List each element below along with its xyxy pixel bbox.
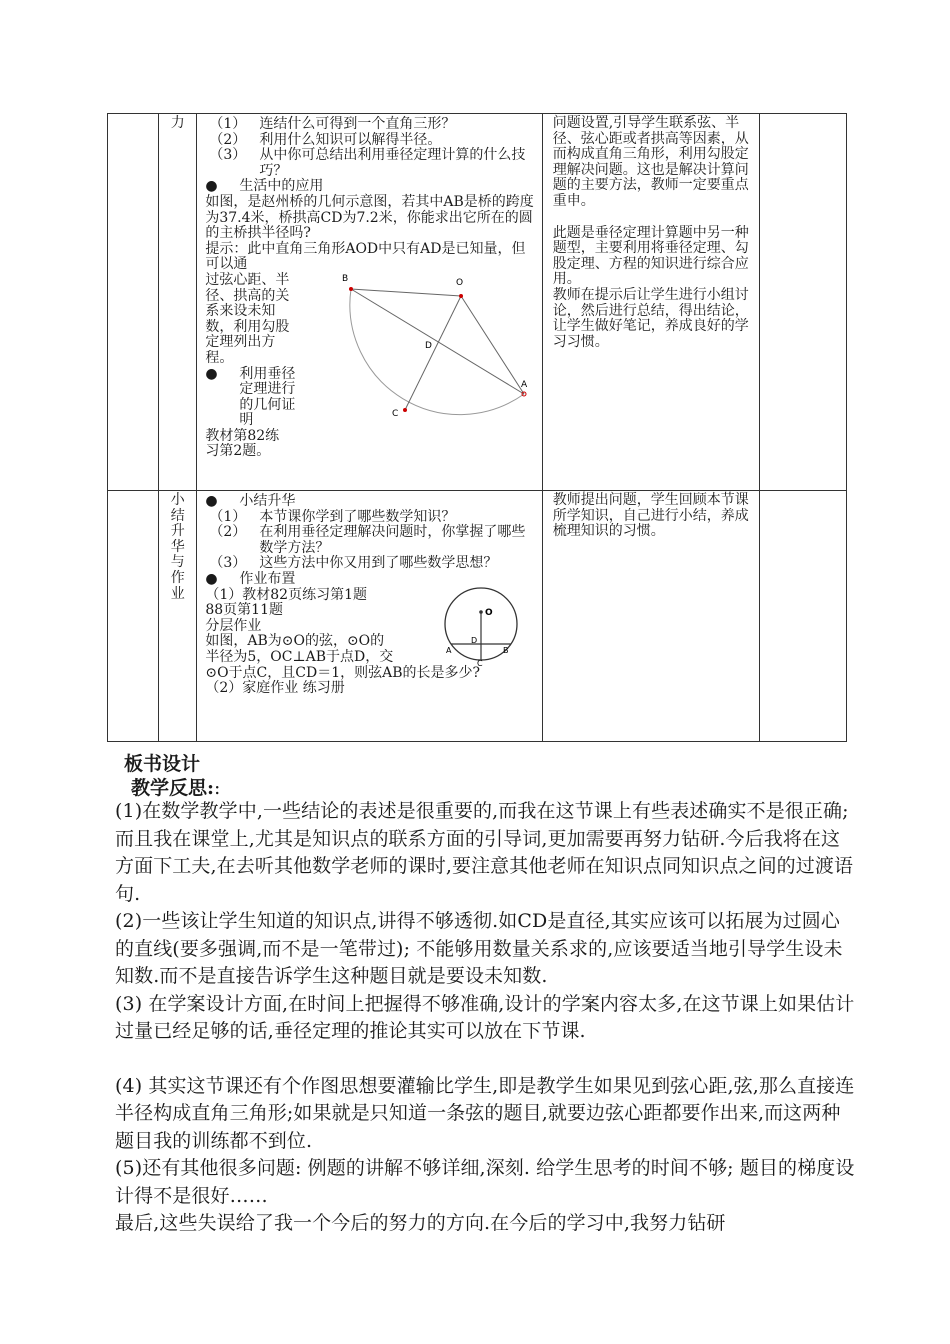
bullet-item: ● 利用垂径 定理进行 的几何证 明: [205, 365, 296, 429]
homework-text: （2）家庭作业 练习册: [205, 680, 345, 697]
question-item: （2） 利用什么知识可以解得半径。: [209, 131, 442, 148]
circle-figure-block: （1）教材82页练习第1题 88页第11题 分层作业 如图，AB为⊙O的弦，⊙O的 半径为5，OC⊥AB于点D，交 O D A B C: [205, 588, 535, 666]
lesson-table: [107, 113, 847, 742]
table-row-application: [108, 114, 847, 491]
point-o: [459, 294, 463, 298]
notes-cell: [542, 491, 759, 742]
bullet-icon: ●: [205, 493, 218, 509]
problem-text: ⊙O于点C，且CD＝1，则弦AB的长是多少?: [205, 664, 481, 681]
bullet-item: ● 生活中的应用: [205, 178, 324, 195]
bullet-item: ● 作业布置: [205, 570, 296, 587]
stage-label: 力: [170, 115, 185, 131]
bridge-geometry-figure: [335, 263, 535, 423]
circle-geometry-figure: [440, 584, 522, 666]
board-design-heading: 板书设计: [124, 753, 201, 775]
notes-text: 此题是垂径定理计算题中另一种题型，主要利用将垂径定理、勾股定理、方程的知识进行综合应用。: [552, 224, 749, 288]
question-item: （3） 从中你可总结出利用垂径定理计算的什么技巧？: [209, 147, 526, 179]
reflection-paragraph: (2)一些该让学生知道的知识点,讲得不够透彻.如CD是直径,其实应该可以拓展为过圆心的直线(要多强调,而不是一笔带过); 不能够用数量关系求的,应该要适当地引导学生设未知数.而不是直接告诉学生这种题目就是要设未知数.: [115, 910, 843, 987]
empty-cell: [108, 491, 159, 742]
bullet-item: ● 小结升华: [205, 493, 296, 509]
point-b: [349, 287, 353, 291]
notes-cell: [542, 114, 759, 491]
label-d: D: [470, 635, 477, 645]
question-item: （2） 在利用垂径定理解决问题时，你掌握了哪些数学方法？: [209, 524, 526, 556]
problem-text: 如图，是赵州桥的几何示意图，若其中AB是桥的跨度为37.4米，桥拱高CD为7.2米，你能求出它所在的圆的主桥拱半径吗?: [205, 193, 534, 242]
notes-text: 问题设置,引导学生联系弦、半径、弦心距或者拱高等因素，从而构成直角三角形，利用勾股定理解决问题。这也是解决计算问题的主要方法，教师一定要重点重申。: [552, 115, 749, 209]
point-c: [403, 408, 407, 412]
notes-text: 教师提出问题，学生回顾本节课所学知识，自己进行小结，养成梳理知识的习惯。: [552, 492, 749, 540]
label-o: O: [484, 607, 493, 618]
stage-cell: 小 结 升 华 与 作 业: [159, 491, 197, 742]
label-b: B: [342, 273, 349, 284]
hint-text: 提示：此中直角三角形AOD中只有AD是已知量，但可以通: [205, 240, 526, 273]
question-item: （1） 本节课你学到了哪些数学知识？: [209, 508, 456, 525]
label-c: C: [476, 658, 483, 666]
label-d: D: [425, 340, 433, 351]
content-cell: [197, 491, 542, 742]
reflection-heading: 教学反思::: [131, 777, 221, 799]
reflection-body: [115, 798, 855, 1238]
label-b: B: [502, 645, 509, 655]
bullet-icon: ●: [205, 178, 218, 195]
empty-cell: [759, 114, 846, 491]
table-row-summary: [108, 491, 847, 742]
question-item: （3） 这些方法中你又用到了哪些数学思想？: [209, 555, 498, 572]
bridge-figure-block: 过弦心距、半 径、拱高的关 系来设未知 数，利用勾股 定理列出方 程。 ● 利用垂径 定理进行 的几何证 明 教材第82练 习第2题。 B O D A C: [205, 273, 535, 455]
label-a: A: [445, 645, 452, 655]
label-c: C: [392, 408, 399, 419]
label-a: A: [521, 379, 528, 390]
bullet-icon: ●: [205, 570, 218, 587]
reflection-paragraph: (1)在数学教学中,一些结论的表述是很重要的,而我在这节课上有些表述确实不是很正确;而且我在课堂上,尤其是知识点的联系方面的引导词,更加需要再努力钻研.今后我将在这方面下工夫,在去听其他数学老师的课时,要注意其他老师在知识点同知识点之间的过渡语句.: [115, 800, 854, 905]
label-o: O: [456, 277, 464, 288]
empty-cell: [759, 491, 846, 742]
reflection-paragraph: (4) 其实这节课还有个作图思想要灌输比学生,即是教学生如果见到弦心距,弦,那么直接连半径构成直角三角形;如果就是只知道一条弦的题目,就要边弦心距都要作出来,而这两种题目我的训练都不到位.: [115, 1074, 855, 1152]
notes-text: 教师在提示后让学生进行小组讨论，然后进行总结，得出结论，让学生做好笔记，养成良好的学习习惯。: [552, 286, 749, 350]
reflection-paragraph: (3) 在学案设计方面,在时间上把握得不够准确,设计的学案内容太多,在这节课上如果估计过量已经足够的话,垂径定理的推论其实可以放在下节课.: [115, 992, 855, 1042]
reflection-paragraph: (5)还有其他很多问题: 例题的讲解不够详细,深刻. 给学生思考的时间不够; 题目的梯度设计得不是很好……: [115, 1157, 855, 1207]
question-item: （1） 连结什么可得到一个直角三形？: [209, 116, 456, 132]
reflection-paragraph: 最后,这些失误给了我一个今后的努力的方向.在今后的学习中,我努力钻研: [115, 1212, 726, 1234]
empty-cell: [108, 114, 159, 491]
stage-cell: [159, 114, 197, 491]
bullet-icon: ●: [205, 365, 218, 382]
content-cell: [197, 114, 542, 491]
